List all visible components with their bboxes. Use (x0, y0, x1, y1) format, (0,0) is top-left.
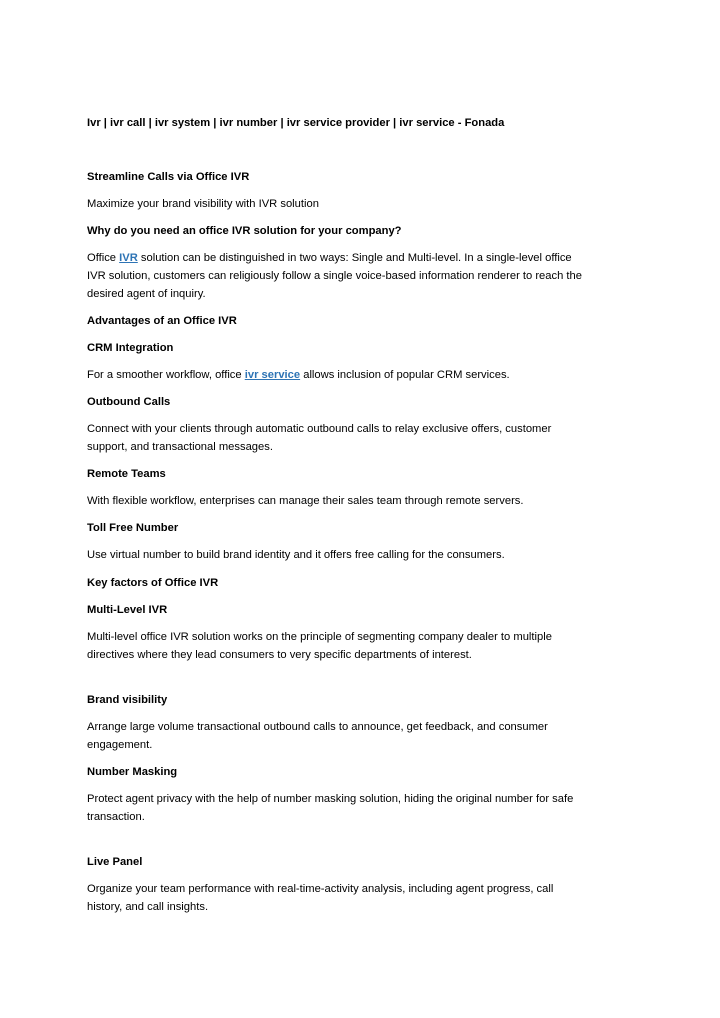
heading-toll-free: Toll Free Number (87, 522, 179, 534)
paragraph-masking-line2: transaction. (87, 811, 145, 823)
text-segment: For a smoother workflow, office (87, 369, 245, 381)
paragraph-office-ivr-line3: desired agent of inquiry. (87, 288, 206, 300)
paragraph-office-ivr-line1 (87, 251, 572, 265)
paragraph-office-ivr-line2: IVR solution, customers can religiously follow a single voice-based information renderer to reach the (87, 270, 582, 282)
text-segment: Office (87, 252, 120, 264)
heading-key-factors: Key factors of Office IVR (87, 577, 219, 589)
text-segment: allows inclusion of popular CRM services. (300, 369, 510, 381)
paragraph-brand-visibility: Maximize your brand visibility with IVR solution (87, 198, 319, 210)
heading-crm-integration: CRM Integration (87, 342, 174, 354)
paragraph-crm (87, 368, 510, 382)
text-segment: solution can be distinguished in two ways: Single and Multi-level. In a single-level office (137, 252, 572, 264)
paragraph-multi-level-line1: Multi-level office IVR solution works on the principle of segmenting company dealer to multiple (87, 631, 552, 643)
heading-number-masking: Number Masking (87, 766, 178, 778)
heading-outbound-calls: Outbound Calls (87, 396, 171, 408)
heading-brand-visibility: Brand visibility (87, 694, 168, 706)
paragraph-outbound-line2: support, and transactional messages. (87, 441, 273, 453)
heading-streamline: Streamline Calls via Office IVR (87, 171, 250, 183)
ivr-link[interactable]: IVR (119, 252, 138, 264)
heading-multi-level: Multi-Level IVR (87, 604, 168, 616)
paragraph-remote-teams: With flexible workflow, enterprises can manage their sales team through remote servers. (87, 495, 524, 507)
heading-remote-teams: Remote Teams (87, 468, 166, 480)
paragraph-masking-line1: Protect agent privacy with the help of number masking solution, hiding the original number for safe (87, 793, 574, 805)
heading-live-panel: Live Panel (87, 856, 143, 868)
document-title: Ivr | ivr call | ivr system | ivr number | ivr service provider | ivr service - Fonada (87, 117, 505, 129)
paragraph-brand-line1: Arrange large volume transactional outbound calls to announce, get feedback, and consumer (87, 721, 548, 733)
paragraph-multi-level-line2: directives where they lead consumers to very specific departments of interest. (87, 649, 472, 661)
ivr-service-link[interactable]: ivr service (244, 369, 301, 381)
paragraph-toll-free: Use virtual number to build brand identity and it offers free calling for the consumers. (87, 549, 505, 561)
paragraph-brand-line2: engagement. (87, 739, 153, 751)
heading-advantages: Advantages of an Office IVR (87, 315, 237, 327)
paragraph-live-panel-line2: history, and call insights. (87, 901, 209, 913)
paragraph-outbound-line1: Connect with your clients through automatic outbound calls to relay exclusive offers, customer (87, 423, 552, 435)
paragraph-live-panel-line1: Organize your team performance with real-time-activity analysis, including agent progress, call (87, 883, 554, 895)
heading-why-need: Why do you need an office IVR solution for your company? (87, 225, 402, 237)
